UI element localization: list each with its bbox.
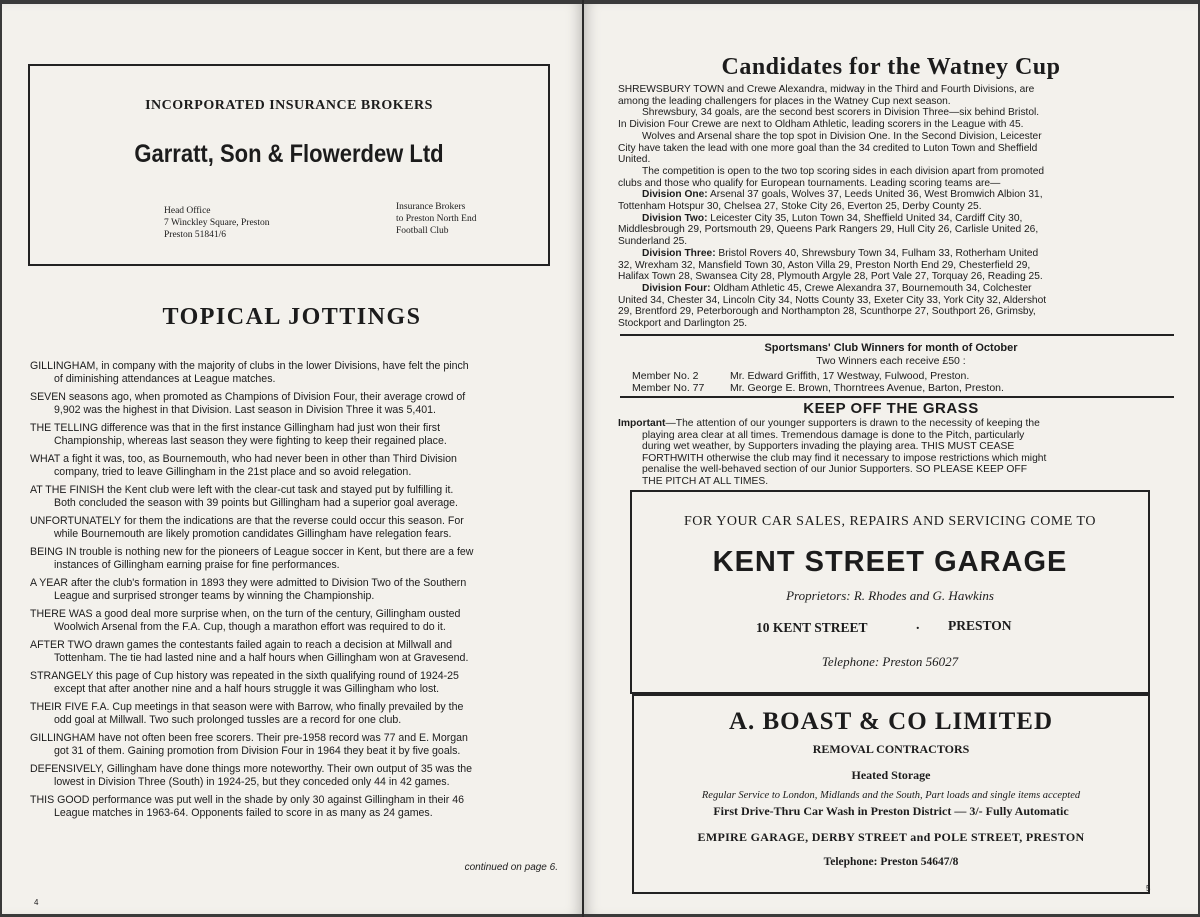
article-line: The competition is open to the two top scoring sides in each division apart from promoted — [642, 165, 1045, 177]
jotting-first-line — [30, 546, 560, 559]
member-name: Mr. George E. Brown, Thorntrees Avenue, Barton, Preston. — [730, 382, 1004, 394]
division-line — [618, 213, 1174, 225]
jotting-paragraph — [30, 701, 560, 727]
jotting-paragraph — [30, 360, 560, 386]
article-line: In Division Four Crewe are next to Oldham Athletic, leading scorers in the League with 45. — [618, 119, 1024, 131]
jottings-list — [30, 360, 560, 825]
jotting-lead: AT THE FINISH — [30, 484, 105, 496]
jotting-continuation: 9,902 was the highest in that Division. Last season in Division Three it was 5,401. — [54, 404, 436, 416]
jotting-text: performance was put well in the shade by only 30 against Gillingham in their 46 — [89, 794, 464, 806]
division-label: Division One: — [642, 189, 708, 201]
sportsmans-club-subtitle: Two Winners each receive £50 : — [816, 355, 966, 367]
jotting-continuation: Championship, whereas last season they were fighting to keep their regained place. — [54, 435, 447, 447]
jotting-lead: UNFORTUNATELY — [30, 515, 122, 527]
jotting-first-line — [30, 763, 560, 776]
jotting-continuation: League matches in 1963-64. Opponents failed to score in as many as 24 games. — [54, 807, 433, 819]
jotting-first-line — [30, 515, 560, 528]
divider-rule — [620, 396, 1174, 398]
jotting-continuation: of diminishing attendances at League matches. — [54, 373, 276, 385]
insurance-heading: INCORPORATED INSURANCE BROKERS — [145, 98, 433, 113]
jotting-first-line — [30, 608, 560, 621]
member-winner — [632, 382, 1004, 394]
article-line: Shrewsbury, 34 goals, are the second best scorers in Division Three—six behind Bristol. — [642, 107, 1040, 119]
garage-address-separator: . — [916, 618, 920, 633]
division-line: Halifax Town 28, Swansea City 28, Plymouth Argyle 28, Port Vale 27, Torquay 26, Reading 25. — [618, 271, 1043, 283]
division-line — [618, 248, 1174, 260]
jotting-paragraph — [30, 763, 560, 789]
garage-tagline: FOR YOUR CAR SALES, REPAIRS AND SERVICING COME TO — [684, 514, 1096, 529]
jotting-paragraph — [30, 639, 560, 665]
jotting-paragraph — [30, 422, 560, 448]
notice-line: —The attention of our younger supporters is drawn to the necessity of keeping the — [665, 418, 1040, 429]
jotting-continuation: lowest in Division Three (South) in 1924-25, but they conceded only 44 in 42 games. — [54, 776, 450, 788]
garage-name: KENT STREET GARAGE — [712, 546, 1068, 578]
jotting-lead: THE TELLING — [30, 422, 99, 434]
notice-line: THE PITCH AT ALL TIMES. — [642, 475, 769, 487]
boast-telephone: Telephone: Preston 54647/8 — [823, 856, 959, 868]
division-line: Stockport and Darlington 25. — [618, 318, 748, 330]
page-number: 4 — [34, 898, 39, 907]
jotting-lead: GILLINGHAM — [30, 732, 96, 744]
insurance-company-name: Garratt, Son & Flowerdew Ltd — [134, 140, 444, 168]
jotting-lead: WHAT — [30, 453, 61, 465]
insurance-advert — [28, 64, 550, 266]
garage-telephone: Telephone: Preston 56027 — [821, 654, 959, 669]
article-line: United. — [618, 154, 651, 166]
jotting-first-line — [30, 484, 560, 497]
jotting-continuation: while Bournemouth are likely promotion candidates Gillingham have relegation fears. — [54, 528, 452, 540]
jotting-paragraph — [30, 391, 560, 417]
jotting-text: F.A. Cup meetings in that season were with Barrow, who finally prevailed by the — [88, 701, 464, 713]
jotting-continuation: except that after another nine and a half hours struggle it was Gillingham who lost. — [54, 683, 440, 695]
garage-address-town: PRESTON — [948, 618, 1012, 633]
kent-street-garage-advert — [630, 490, 1150, 694]
head-office-line: Preston 51841/6 — [164, 230, 227, 240]
jotting-text: this page of Cup history was repeated in the sixth qualifying round of 1924-25 — [93, 670, 459, 682]
jotting-continuation: Tottenham. The tie had lasted nine and a half hours when Gillingham won at Gravesend. — [54, 652, 469, 664]
jotting-lead: A YEAR — [30, 577, 69, 589]
jotting-first-line — [30, 670, 560, 683]
division-label: Division Three: — [642, 247, 716, 259]
brokers-note-line: Football Club — [396, 226, 449, 236]
right-page — [584, 4, 1198, 914]
division-line: United 34, Chester 34, Lincoln City 34, Notts County 33, Exeter City 33, York City 32, Aldershot — [618, 294, 1047, 306]
division-line: Tottenham Hotspur 30, Chelsea 27, Stoke City 26, Everton 25, Derby County 25. — [618, 201, 982, 213]
jotting-first-line — [30, 360, 560, 373]
jotting-text: have not often been free scorers. Their pre-1958 record was 77 and E. Morgan — [95, 732, 468, 744]
jotting-paragraph — [30, 608, 560, 634]
notice-line: playing area clear at all times. Tremendous damage is done to the Pitch, particularly — [642, 429, 1025, 441]
division-line: Middlesbrough 29, Portsmouth 29, Queens Park Rangers 29, Hull City 26, Carlisle United 26, — [618, 224, 1039, 236]
boast-subtitle: REMOVAL CONTRACTORS — [812, 742, 970, 756]
jotting-lead: AFTER TWO — [30, 639, 93, 651]
sportsmans-club-title: Sportsmans' Club Winners for month of October — [764, 342, 1018, 354]
jotting-paragraph — [30, 794, 560, 820]
jotting-paragraph — [30, 577, 560, 603]
jotting-paragraph — [30, 670, 560, 696]
jotting-continuation: League and surprised stronger teams by winning the Championship. — [54, 590, 375, 602]
division-line: Sunderland 25. — [618, 236, 688, 248]
jotting-lead: BEING IN — [30, 546, 77, 558]
head-office-line: Head Office — [164, 206, 211, 216]
boast-name: A. BOAST & CO LIMITED — [728, 708, 1054, 735]
article-line: Wolves and Arsenal share the top spot in Division One. In the Second Division, Leicester — [642, 130, 1042, 142]
jotting-lead: THIS GOOD — [30, 794, 90, 806]
article-line: SHREWSBURY TOWN and Crewe Alexandra, midway in the Third and Fourth Divisions, are — [618, 84, 1035, 95]
article-line: among the leading challengers for places in the Watney Cup next season. — [618, 95, 951, 107]
notice-line: FORTHWITH otherwise the club may find it necessary to impose restrictions which might — [642, 452, 1047, 464]
jotting-lead: THERE WAS — [30, 608, 93, 620]
division-scorers-text: Bristol Rovers 40, Shrewsbury Town 34, Fulham 33, Rotherham United — [715, 247, 1039, 259]
jotting-text: , in company with the majority of clubs in the lower Divisions, have felt the pinch — [95, 360, 469, 372]
jotting-lead: DEFENSIVELY — [30, 763, 101, 775]
notice-line: during wet weather, by Supporters invading the playing area. THIS MUST CEASE — [642, 441, 1015, 453]
division-scorers-text: Leicester City 35, Luton Town 34, Sheffield United 34, Cardiff City 30, — [707, 212, 1023, 224]
division-scorers-text: Arsenal 37 goals, Wolves 37, Leeds United 36, West Bromwich Albion 31, — [707, 189, 1043, 201]
member-number: Member No. 2 — [632, 370, 699, 382]
jotting-continuation: Both concluded the season with 39 points but Gillingham had a superior goal average. — [54, 497, 459, 509]
jotting-first-line — [30, 453, 560, 466]
jotting-paragraph — [30, 453, 560, 479]
boast-carwash: First Drive-Thru Car Wash in Preston District — 3/- Fully Automatic — [713, 804, 1069, 818]
keep-off-grass-notice — [618, 418, 1174, 488]
jotting-text: for them the indications are that the reverse could occur this season. For — [121, 515, 464, 527]
member-number: Member No. 77 — [632, 382, 705, 394]
brokers-note-block — [396, 201, 476, 237]
division-label: Division Four: — [642, 282, 711, 294]
division-line: 32, Wrexham 32, Mansfield Town 30, Aston Villa 29, Preston North End 29, Chesterfield 29, — [618, 259, 1031, 271]
member-winner — [632, 370, 969, 382]
topical-jottings-title: TOPICAL JOTTINGS — [162, 304, 422, 330]
page-number: 5 — [1146, 884, 1151, 893]
jotting-lead: STRANGELY — [30, 670, 94, 682]
member-name: Mr. Edward Griffith, 17 Westway, Fulwood, Preston. — [730, 370, 970, 382]
watney-cup-article — [618, 84, 1174, 330]
brokers-note-line: to Preston North End — [396, 214, 477, 224]
divider-rule — [620, 334, 1174, 336]
head-office-block — [164, 205, 270, 241]
garage-proprietors: Proprietors: R. Rhodes and G. Hawkins — [786, 588, 994, 603]
jotting-first-line — [30, 794, 560, 807]
jotting-first-line — [30, 391, 560, 404]
jotting-first-line — [30, 639, 560, 652]
boast-storage: Heated Storage — [851, 768, 931, 782]
jotting-lead: THEIR FIVE — [30, 701, 89, 713]
jotting-first-line — [30, 701, 560, 714]
jotting-text: a good deal more surprise when, on the turn of the century, Gillingham ousted — [92, 608, 461, 620]
article-line: City have taken the lead with one more goal than the 34 credited to Luton Town and Sheffield — [618, 142, 1038, 154]
division-scorers — [618, 189, 1174, 329]
boast-service: Regular Service to London, Midlands and the South, Part loads and single items accepted — [701, 790, 1081, 801]
continued-note: continued on page 6. — [464, 862, 558, 873]
keep-off-grass-title: KEEP OFF THE GRASS — [803, 400, 979, 417]
jotting-text: the Kent club were left with the clear-cut task and stayed put by fulfilling it. — [104, 484, 454, 496]
division-line — [618, 283, 1174, 295]
jotting-first-line — [30, 422, 560, 435]
boast-removals-advert — [632, 694, 1150, 894]
division-line: 29, Brentford 29, Peterborough and Northampton 28, Scunthorpe 27, Southport 26, Grimsby, — [618, 306, 1036, 318]
watney-cup-title: Candidates for the Watney Cup — [721, 54, 1061, 80]
division-label: Division Two: — [642, 212, 708, 224]
jotting-text: drawn games the contestants failed again to reach a decision at Millwall and — [92, 639, 452, 651]
jotting-paragraph — [30, 732, 560, 758]
brokers-note-line: Insurance Brokers — [396, 202, 466, 212]
head-office-line: 7 Winckley Square, Preston — [164, 218, 270, 228]
jotting-paragraph — [30, 546, 560, 572]
left-page — [2, 4, 582, 914]
jotting-text: seasons ago, when promoted as Champions of Division Four, their average crowd of — [65, 391, 466, 403]
jotting-text: a fight it was, too, as Bournemouth, who had never been in other than Third Division — [60, 453, 457, 465]
jotting-lead: GILLINGHAM — [30, 360, 96, 372]
jotting-text: difference was that in the first instance Gillingham had just won their first — [98, 422, 441, 434]
article-line: clubs and those who qualify for European tournaments. Leading scoring teams are— — [618, 177, 1001, 189]
jotting-text: trouble is nothing new for the pioneers of League soccer in Kent, but there are a few — [76, 546, 474, 558]
jotting-text: after the club's formation in 1893 they were admitted to Division Two of the Southern — [68, 577, 467, 589]
jotting-continuation: instances of Gillingham earning praise for fine performances. — [54, 559, 340, 571]
jotting-continuation: company, tried to leave Gillingham in the 21st place and so avoid relegation. — [54, 466, 412, 478]
jotting-continuation: Woolwich Arsenal from the F.A. Cup, though a marathon effort was required to do it. — [54, 621, 446, 633]
jotting-continuation: got 31 of them. Gaining promotion from Division Four in 1964 they beat it by five goals. — [54, 745, 461, 757]
jotting-paragraph — [30, 484, 560, 510]
jotting-first-line — [30, 577, 560, 590]
division-line — [618, 189, 1174, 201]
important-label: Important — [618, 418, 666, 429]
jotting-text: , Gillingham have done things more noteworthy. Their own output of 35 was the — [100, 763, 473, 775]
boast-empire-garage: EMPIRE GARAGE, DERBY STREET and POLE STREET, PRESTON — [697, 830, 1085, 844]
jotting-paragraph — [30, 515, 560, 541]
garage-address-street: 10 KENT STREET — [756, 620, 868, 635]
notice-line: penalise the well-behaved section of our Junior Supporters. SO PLEASE KEEP OFF — [642, 464, 1028, 476]
jotting-lead: SEVEN — [30, 391, 66, 403]
division-scorers-text: Oldham Athletic 45, Crewe Alexandra 37, Bournemouth 34, Colchester — [710, 282, 1032, 294]
jotting-continuation: odd goal at Millwall. Two such prolonged tussles are a record for one club. — [54, 714, 402, 726]
jotting-first-line — [30, 732, 560, 745]
